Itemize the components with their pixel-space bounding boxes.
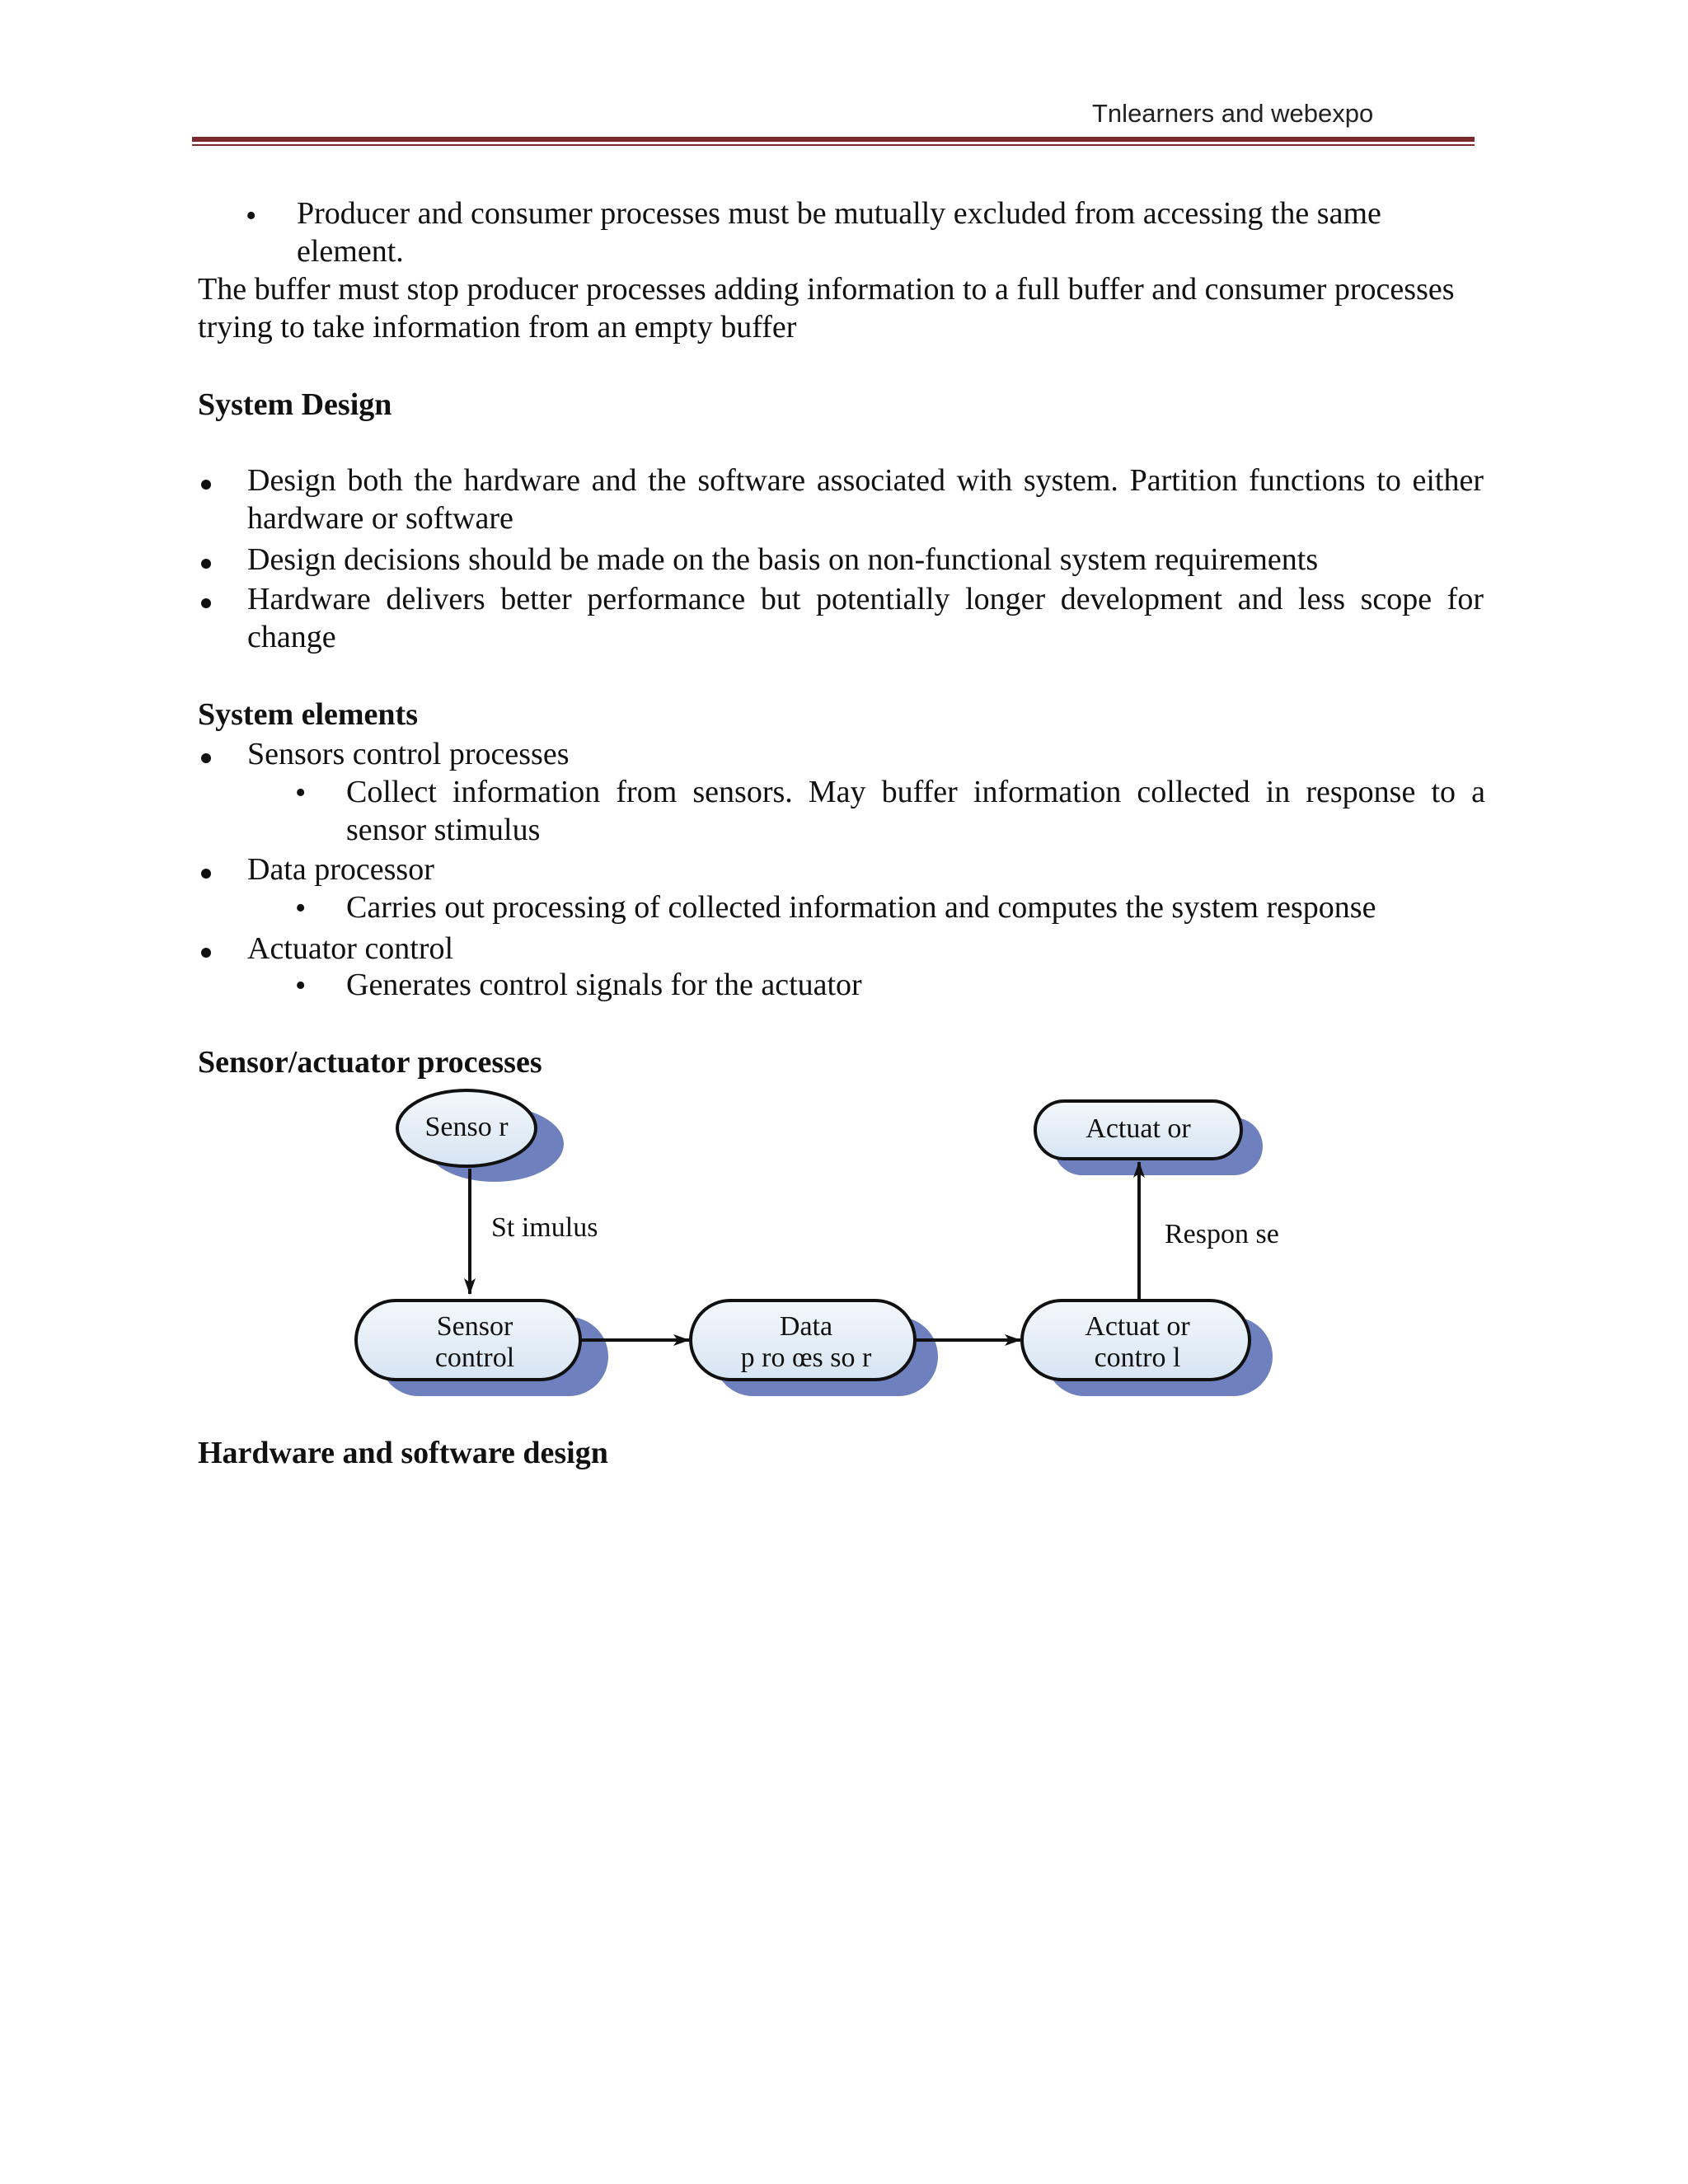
system-element-sub-3: Generates control signals for the actuator — [346, 968, 862, 1002]
response-label: Respon se — [1165, 1219, 1279, 1249]
intro-sub-bullet: Producer and consumer processes must be mutually excluded from accessing the same element. — [297, 196, 1381, 269]
section-heading-system-elements: System elements — [198, 697, 418, 732]
intro-paragraph: The buffer must stop producer processes adding information to a full buffer and consumer processes trying to take information from an empty buffer — [198, 272, 1455, 344]
section-heading-system-design: System Design — [198, 387, 392, 422]
bullet-marker: • — [295, 891, 307, 926]
actuator-control-label-line1: Actuat or — [1085, 1310, 1190, 1342]
system-element-sub-1: Collect information from sensors. May buffer information collected in response to a sensor stimulus — [346, 775, 1485, 847]
system-design-bullet-2: Design decisions should be made on the basis on non-functional system requirements — [247, 542, 1319, 577]
system-element-sub-2: Carries out processing of collected information and computes the system response — [346, 890, 1376, 925]
sensor-control-label-line1: Sensor — [436, 1310, 513, 1342]
data-processor-node — [691, 1301, 938, 1396]
system-element-label-2: Data processor — [247, 852, 434, 887]
bullet-marker: • — [246, 199, 257, 233]
sensor-control-node — [356, 1301, 608, 1396]
system-element-label-3: Actuator control — [247, 931, 454, 966]
stimulus-label: St imulus — [491, 1212, 598, 1243]
system-element-label-1: Sensors control processes — [247, 737, 570, 771]
actuator-control-node — [1022, 1301, 1273, 1396]
data-processor-label-line1: Data — [779, 1310, 833, 1342]
actuator-label: Actuat or — [1085, 1113, 1191, 1144]
sensor-control-label-line2: control — [434, 1342, 515, 1373]
system-design-bullet-3: Hardware delivers better performance but potentially longer development and less scope for change — [247, 582, 1484, 654]
system-design-bullet-1: Design both the hardware and the software associated with system. Partition functions to either hardware or software — [247, 463, 1484, 536]
data-processor-label-line2: p ro œs so r — [740, 1342, 872, 1373]
bullet-marker: • — [295, 776, 307, 810]
sensor-node — [397, 1090, 564, 1182]
actuator-control-label-line2: contro l — [1094, 1342, 1181, 1373]
header-title: Tnlearners and webexpo — [1092, 99, 1374, 128]
sensor-label: Senso r — [424, 1111, 509, 1142]
actuator-node — [1035, 1101, 1263, 1175]
section-heading-sensor-actuator: Sensor/actuator processes — [198, 1045, 542, 1080]
bullet-marker: • — [295, 968, 307, 1003]
section-heading-hw-sw-design: Hardware and software design — [198, 1436, 608, 1470]
